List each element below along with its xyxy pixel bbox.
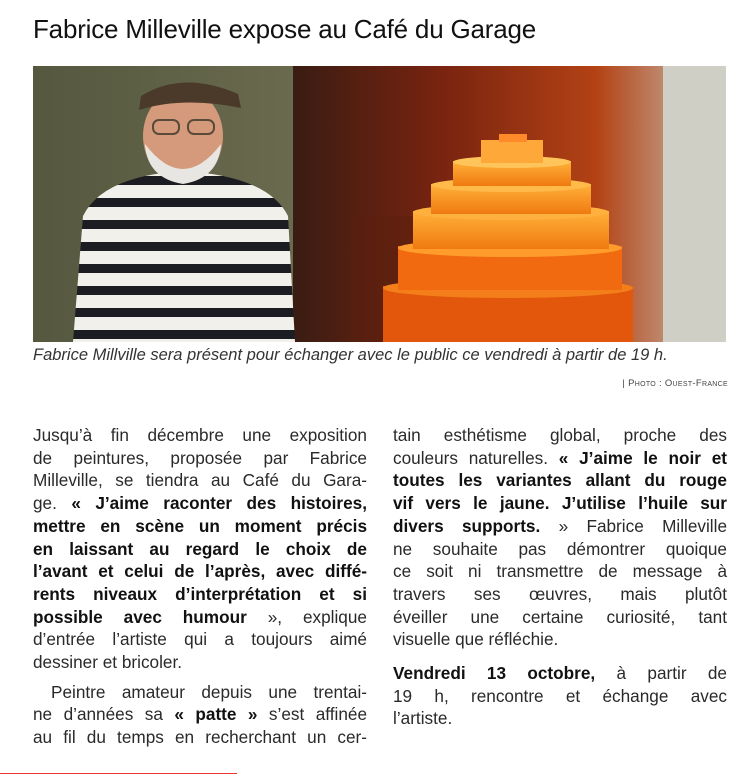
article-column-2	[393, 424, 727, 730]
text-line: ce soit ni transmettre de message à	[393, 561, 727, 582]
text-line: travers ses œuvres, mais plutôt	[393, 583, 727, 604]
text-line: visuelle que réfléchie.	[393, 629, 559, 650]
text-line: Vendredi 13 octobre, à partir de	[393, 663, 727, 684]
text-line: dessiner et bricoler.	[33, 652, 183, 673]
text-line: Jusqu’à fin décembre une exposition	[33, 425, 367, 445]
text-line: éveiller une certaine curiosité, tant	[393, 606, 727, 627]
photo-credit: | Photo : Ouest-France	[622, 378, 728, 389]
paragraph-3	[393, 424, 727, 651]
text-line: ne d’années sa « patte » s’est affinée	[33, 704, 367, 725]
painting-and-artist-image	[33, 66, 726, 342]
photo-caption: Fabrice Millville sera présent pour échanger avec le public ce vendredi à partir de 19 h.	[33, 346, 668, 364]
text-line: d’entrée l’artiste qui a toujours aimé	[33, 629, 367, 650]
footer-rule	[0, 773, 237, 774]
text-line: l’artiste.	[393, 708, 453, 729]
text-line: ne souhaite pas démontrer quoique	[393, 538, 727, 559]
quote-bold: l’avant et celui de l’après, avec diffé-	[33, 561, 367, 582]
text-line: ge. « J’aime raconter des histoires,	[33, 493, 367, 514]
event-announcement	[393, 662, 727, 730]
text-line: de peintures, proposée par Fabrice	[33, 447, 367, 468]
quote-bold: « J’aime raconter des histoires,	[71, 493, 367, 514]
text-line: Peintre amateur depuis une trentai-	[51, 681, 367, 702]
quote-bold: en laissant au regard le choix de	[33, 538, 367, 559]
text-line: tain esthétisme global, proche des	[393, 425, 727, 445]
quote-bold: rents niveaux d’interprétation et si	[33, 583, 367, 604]
quote-bold: possible avec humour	[33, 606, 247, 627]
text-line: couleurs naturelles. « J’aime le noir et	[393, 447, 727, 468]
event-date: Vendredi 13 octobre,	[393, 663, 596, 684]
text-line: divers supports. » Fabrice Milleville	[393, 515, 728, 536]
quote-bold: vif vers le jaune. J’utilise l’huile sur	[393, 493, 727, 514]
quote-bold: « J’aime le noir et	[558, 447, 727, 468]
text-line: possible avec humour », explique	[33, 606, 367, 627]
text-line: Milleville, se tiendra au Café du Gara-	[33, 470, 367, 491]
quote-bold: « patte »	[174, 704, 258, 725]
quote-bold: mettre en scène un moment précis	[33, 515, 367, 536]
article-headline: Fabrice Milleville expose au Café du Garage	[33, 14, 536, 44]
paragraph-2	[33, 681, 367, 749]
article-photo	[33, 66, 726, 342]
quote-bold: toutes les variantes allant du rouge	[393, 470, 727, 491]
quote-bold: divers supports.	[393, 515, 541, 536]
text-line: au fil du temps en recherchant un cer-	[33, 727, 367, 748]
paragraph-1	[33, 424, 367, 674]
text-line: 19 h, rencontre et échange avec	[393, 685, 727, 706]
article-column-1	[33, 424, 367, 749]
